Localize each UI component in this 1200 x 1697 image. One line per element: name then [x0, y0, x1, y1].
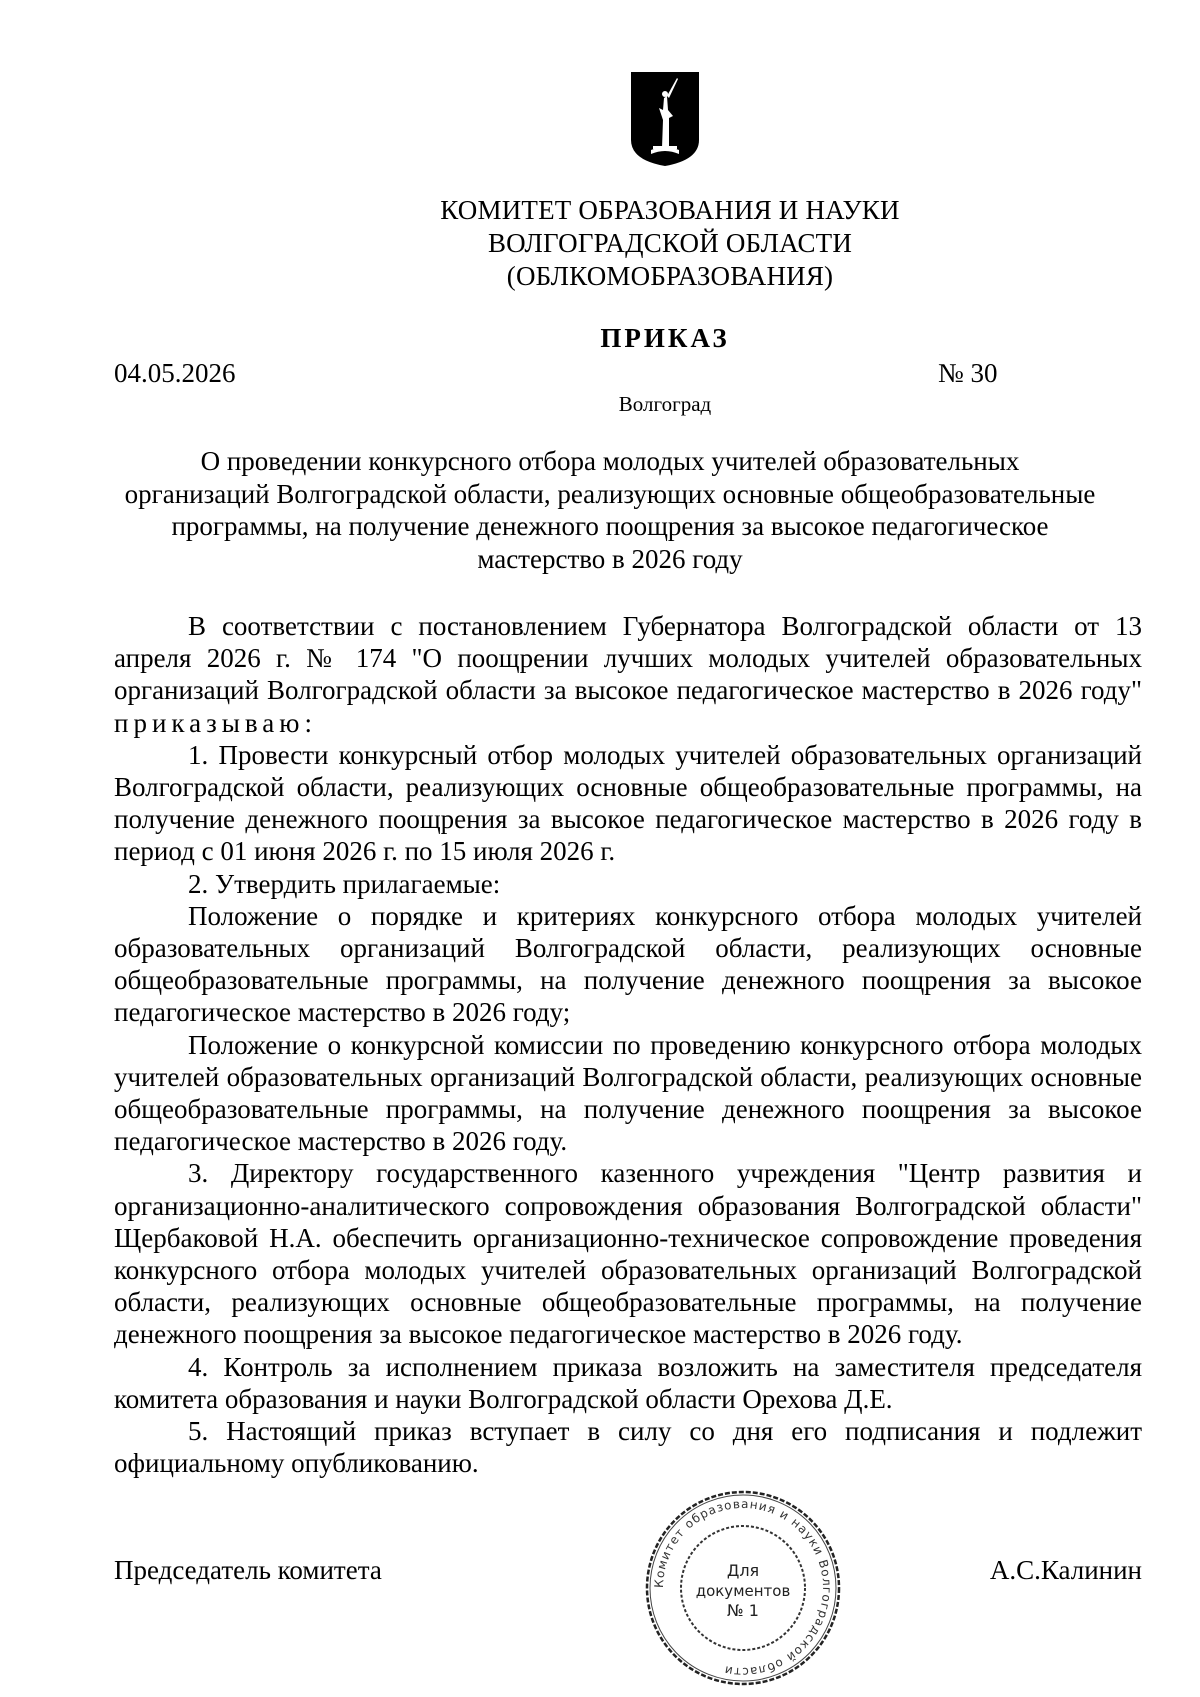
order-body — [114, 610, 1142, 1479]
order-subject — [110, 445, 1110, 575]
order-city: Волгоград — [618, 392, 712, 416]
order-item-2: 2. Утвердить прилагаемые: — [188, 868, 501, 899]
org-name-line-1: КОМИТЕТ ОБРАЗОВАНИЯ И НАУКИ — [440, 195, 900, 225]
org-name-line-2: ВОЛГОГРАДСКОЙ ОБЛАСТИ — [487, 228, 853, 258]
order-item-5: 5. Настоящий приказ вступает в силу со дня его подписания и подлежит официальному опубликованию. — [114, 1416, 1142, 1479]
signatory-position: Председатель комитета — [114, 1555, 382, 1585]
approved-document-2: Положение о конкурсной комиссии по проведению конкурсного отбора молодых учителей образовательных организаций Волгоградской области, реализующих основные общеобразовательные программы, на получение денежного поощрения за высокое педагогическое мастерство в 2026 году. — [114, 1029, 1142, 1157]
order-date: 04.05.2026 — [114, 358, 236, 388]
subject-line: программы, на получение денежного поощрения за высокое педагогическое — [171, 511, 1049, 541]
subject-line: организаций Волгоградской области, реализующих основные общеобразовательные — [124, 478, 1096, 509]
subject-line: мастерство в 2026 году — [477, 543, 743, 574]
seal-stamp-icon — [643, 1488, 843, 1688]
seal-center-line-1: Для — [726, 1561, 760, 1580]
order-item-1: 1. Провести конкурсный отбор молодых учителей образовательных организаций Волгоградской области, реализующих основные общеобразовательные программы, на получение денежного поощрения за высокое педагогическое мастерство в 2026 году в период с 01 июня 2026 г. по 15 июля 2026 г. — [114, 739, 1142, 867]
order-item-4: 4. Контроль за исполнением приказа возложить на заместителя председателя комитета образования и науки Волгоградской области Орехова Д.Е. — [114, 1351, 1142, 1414]
seal-center-line-3: № 1 — [727, 1601, 759, 1620]
signatory-name: А.С.Калинин — [989, 1555, 1142, 1585]
subject-line: О проведении конкурсного отбора молодых учителей образовательных — [200, 446, 1020, 476]
preamble-text: В соответствии с постановлением Губернатора Волгоградской области от 13 апреля 2026 г. № 174 "О поощрении лучших молодых учителей образовательных организаций Волгоградской области за высокое педагогическое мастерство в 2026 году" — [114, 611, 1142, 706]
order-number: № 30 — [938, 358, 998, 388]
seal-ring-text: Комитет образования и науки Волгоградской области — [651, 1496, 835, 1680]
order-verb: приказываю: — [114, 707, 317, 738]
approved-document-1: Положение о порядке и критериях конкурсного отбора молодых учителей образовательных организаций Волгоградской области, реализующих основные общеобразовательные программы, на получение денежного поощрения за высокое педагогическое мастерство в 2026 году; — [114, 900, 1142, 1028]
preamble-paragraph — [114, 610, 1142, 739]
order-item-3: 3. Директору государственного казенного учреждения "Центр развития и организационно-аналитического сопровождения образования Волгоградской области" Щербаковой Н.А. обеспечить организационно-техническое сопровождение проведения конкурсного отбора молодых учителей образовательных организаций Волгоградской области, реализующих основные общеобразовательные программы, на получение денежного поощрения за высокое педагогическое мастерство в 2026 году. — [114, 1158, 1142, 1350]
seal-center-line-2: документов — [695, 1582, 791, 1600]
org-name-line-3: (ОБЛКОМОБРАЗОВАНИЯ) — [506, 261, 834, 291]
coat-of-arms-icon — [629, 70, 701, 168]
document-title: ПРИКАЗ — [600, 323, 730, 353]
